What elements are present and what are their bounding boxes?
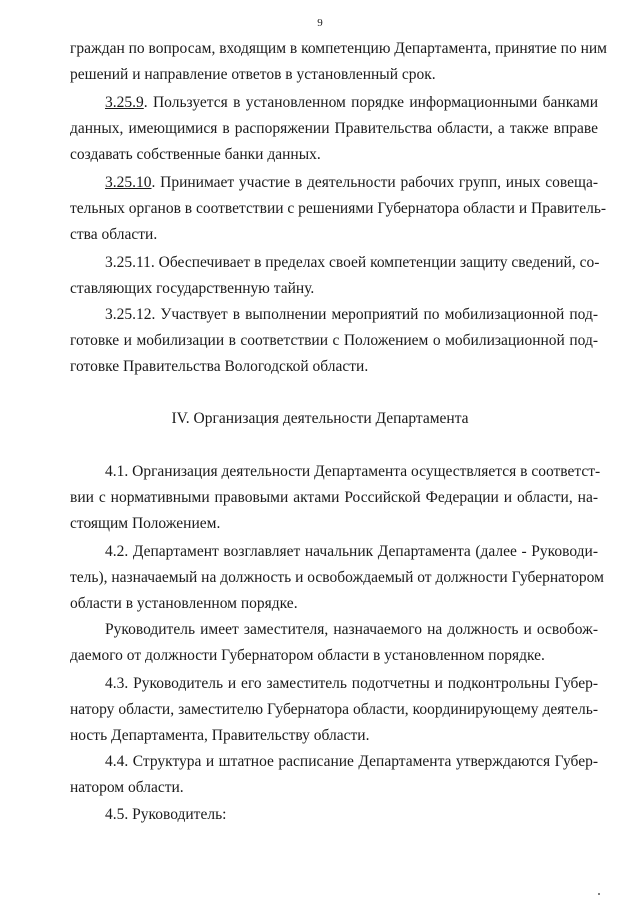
text-line: 3.25.11. Обеспечивает в пределах своей компетенции защиту сведений, со- — [105, 254, 600, 271]
text-line: ность Департамента, Правительству области. — [70, 727, 370, 744]
text-line: 4.1. Организация деятельности Департамента осуществляется в соответст- — [105, 463, 601, 480]
text-line: области в установленном порядке. — [70, 595, 298, 612]
text-line: тельных органов в соответствии с решениями Губернатора области и Правитель- — [70, 200, 607, 217]
text-line: 4.3. Руководитель и его заместитель подотчетны и подконтрольны Губер- — [105, 675, 598, 692]
text-line: готовке Правительства Вологодской области. — [70, 358, 369, 375]
text-line: натором области. — [70, 779, 184, 796]
text-line: решений и направление ответов в установленный срок. — [70, 66, 436, 83]
text-fragment: . Пользуется в установленном порядке информационными банками — [143, 94, 598, 111]
text-line: даемого от должности Губернатором области в установленном порядке. — [70, 647, 545, 664]
text-line: 4.4. Структура и штатное расписание Департамента утверждаются Губер- — [105, 753, 598, 770]
scan-speck — [598, 893, 600, 895]
text-line: Руководитель имеет заместителя, назначаемого на должность и освобож- — [105, 621, 598, 638]
text-line: тель), назначаемый на должность и освобождаемый от должности Губернатором — [70, 569, 604, 586]
text-line: натору области, заместителю Губернатора области, координирующему деятель- — [70, 701, 598, 718]
text-line: создавать собственные банки данных. — [70, 146, 321, 163]
text-fragment: . Принимает участие в деятельности рабочих групп, иных совеща- — [151, 174, 598, 191]
text-line: ставляющих государственную тайну. — [70, 280, 315, 297]
text-line: 3.25.12. Участвует в выполнении мероприятий по мобилизационной под- — [105, 306, 598, 323]
text-line: 4.5. Руководитель: — [105, 806, 227, 823]
page-number: 9 — [317, 17, 323, 29]
text-line: стоящим Положением. — [70, 515, 221, 532]
text-line: ства области. — [70, 226, 158, 243]
text-line: 4.2. Департамент возглавляет начальник Департамента (далее - Руководи- — [105, 543, 598, 560]
clause-number-link[interactable]: 3.25.9 — [105, 94, 144, 111]
text-line: готовке и мобилизации в соответствии с Положением о мобилизационной под- — [70, 332, 598, 349]
text-line: граждан по вопросам, входящим в компетенцию Департамента, принятие по ним — [70, 40, 607, 57]
text-line: вии с нормативными правовыми актами Российской Федерации и области, на- — [70, 489, 598, 506]
paragraph-3-25-10 — [105, 174, 598, 192]
text-line: данных, имеющимися в распоряжении Правительства области, а также вправе — [70, 120, 598, 137]
section-heading: IV. Организация деятельности Департамента — [171, 410, 469, 427]
paragraph-3-25-9 — [105, 94, 598, 112]
clause-number-link[interactable]: 3.25.10 — [105, 174, 152, 191]
